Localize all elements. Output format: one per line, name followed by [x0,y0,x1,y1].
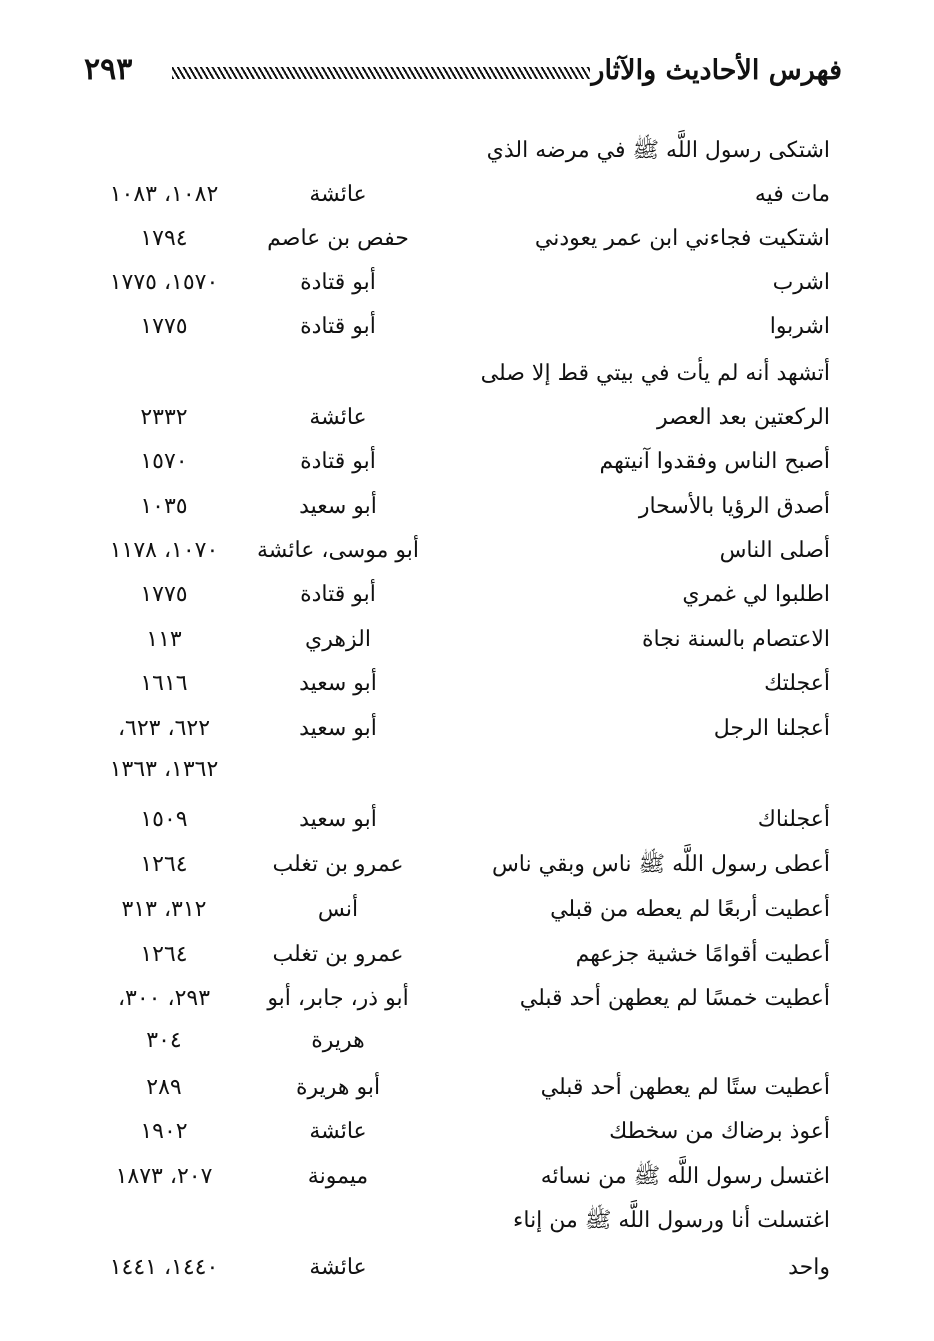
hadith-text: اغتسلت أنا ورسول اللَّه ﷺ من إناء [513,1208,830,1233]
narrator: أبو هريرة [295,1075,381,1100]
narrator: أبو موسى، عائشة [257,538,419,563]
hadith-refs: ٣١٢، ٣١٣ [121,897,207,922]
running-title: فهرس الأحاديث والآثار [591,55,842,86]
hadith-text: أعطى رسول اللَّه ﷺ ناس وبقي ناس [491,852,830,877]
hadith-refs: ١٤٤٠، ١٤٤١ [109,1255,219,1280]
narrator: أبو قتادة [300,314,376,339]
hadith-refs: ٣٠٤ [146,1028,182,1053]
hadith-refs: ١٢٦٤ [140,942,188,967]
hadith-text: اطلبوا لي غمري [682,582,830,607]
hadith-text: أصبح الناس وفقدوا آنيتهم [599,449,830,474]
hadith-refs: ١٧٧٥ [140,314,188,339]
narrator: عائشة [309,1255,367,1280]
narrator: عائشة [309,405,367,430]
hadith-text: اغتسل رسول اللَّه ﷺ من نسائه [540,1164,830,1189]
narrator: أبو سعيد [299,494,377,519]
hadith-text: اشرب [772,270,830,295]
hadith-refs: ٢٣٣٢ [140,405,188,430]
narrator: أبو قتادة [300,449,376,474]
hadith-refs: ١٥٠٩ [140,807,188,832]
narrator: أنس [317,897,359,922]
narrator: حفص بن عاصم [267,226,409,251]
hadith-refs: ٢٠٧، ١٨٧٣ [115,1164,213,1189]
narrator: أبو قتادة [300,270,376,295]
hadith-refs: ١٧٧٥ [140,582,188,607]
hadith-text: اشربوا [769,314,830,339]
hadith-refs: ٢٩٣، ٣٠٠، [117,986,211,1011]
hadith-text: أتشهد أنه لم يأت في بيتي قط إلا صلى [480,361,830,386]
narrator: عائشة [309,182,367,207]
hadith-refs: ١٣٦٢، ١٣٦٣ [109,757,219,782]
page-number: ٢٩٣ [84,52,133,87]
hadith-refs: ١٠٨٢، ١٠٨٣ [109,182,219,207]
hadith-refs: ١٦١٦ [140,671,188,696]
hadith-refs: ١٥٧٠ [140,449,188,474]
narrator: أبو قتادة [300,582,376,607]
hadith-text: أعجلنا الرجل [713,716,830,741]
hadith-text: الاعتصام بالسنة نجاة [642,627,830,652]
hadith-refs: ١٧٩٤ [140,226,188,251]
hadith-text: أعطيت أقوامًا خشية جزعهم [575,942,830,967]
hadith-text: الركعتين بعد العصر [657,405,830,430]
narrator: أبو سعيد [299,671,377,696]
narrator: أبو ذر، جابر، أبو [267,986,409,1011]
hadith-refs: ١٠٧٠، ١١٧٨ [109,538,219,563]
narrator: عائشة [309,1119,367,1144]
hadith-refs: ١٠٣٥ [140,494,188,519]
hadith-text: أصدق الرؤيا بالأسحار [638,494,830,519]
hadith-text: أعوذ برضاك من سخطك [609,1119,830,1144]
narrator: ميمونة [307,1164,369,1189]
narrator: الزهري [305,627,371,652]
hadith-text: أصلى الناس [719,538,830,563]
hadith-text: أعطيت خمسًا لم يعطهن أحد قبلي [519,986,830,1011]
hadith-refs: ١١٣ [146,627,182,652]
hadith-refs: ١٩٠٢ [140,1119,188,1144]
hadith-text: اشتكى رسول اللَّه ﷺ في مرضه الذي [486,138,830,163]
narrator: هريرة [311,1028,365,1053]
hadith-text: مات فيه [754,182,830,207]
narrator: أبو سعيد [299,716,377,741]
narrator: عمرو بن تغلب [272,942,404,967]
hadith-refs: ١٥٧٠، ١٧٧٥ [109,270,219,295]
hadith-text: أعجلناك [757,807,830,832]
narrator: عمرو بن تغلب [272,852,404,877]
hadith-text: أعطيت أربعًا لم يعطه من قبلي [550,897,830,922]
hadith-text: واحد [788,1255,830,1280]
hadith-text: أعطيت ستًا لم يعطهن أحد قبلي [540,1075,830,1100]
hadith-refs: ١٢٦٤ [140,852,188,877]
hadith-text: اشتكيت فجاءني ابن عمر يعودني [534,226,830,251]
hadith-refs: ٢٨٩ [146,1075,182,1100]
narrator: أبو سعيد [299,807,377,832]
hadith-text: أعجلتك [764,671,830,696]
hadith-refs: ٦٢٢، ٦٢٣، [117,716,211,741]
